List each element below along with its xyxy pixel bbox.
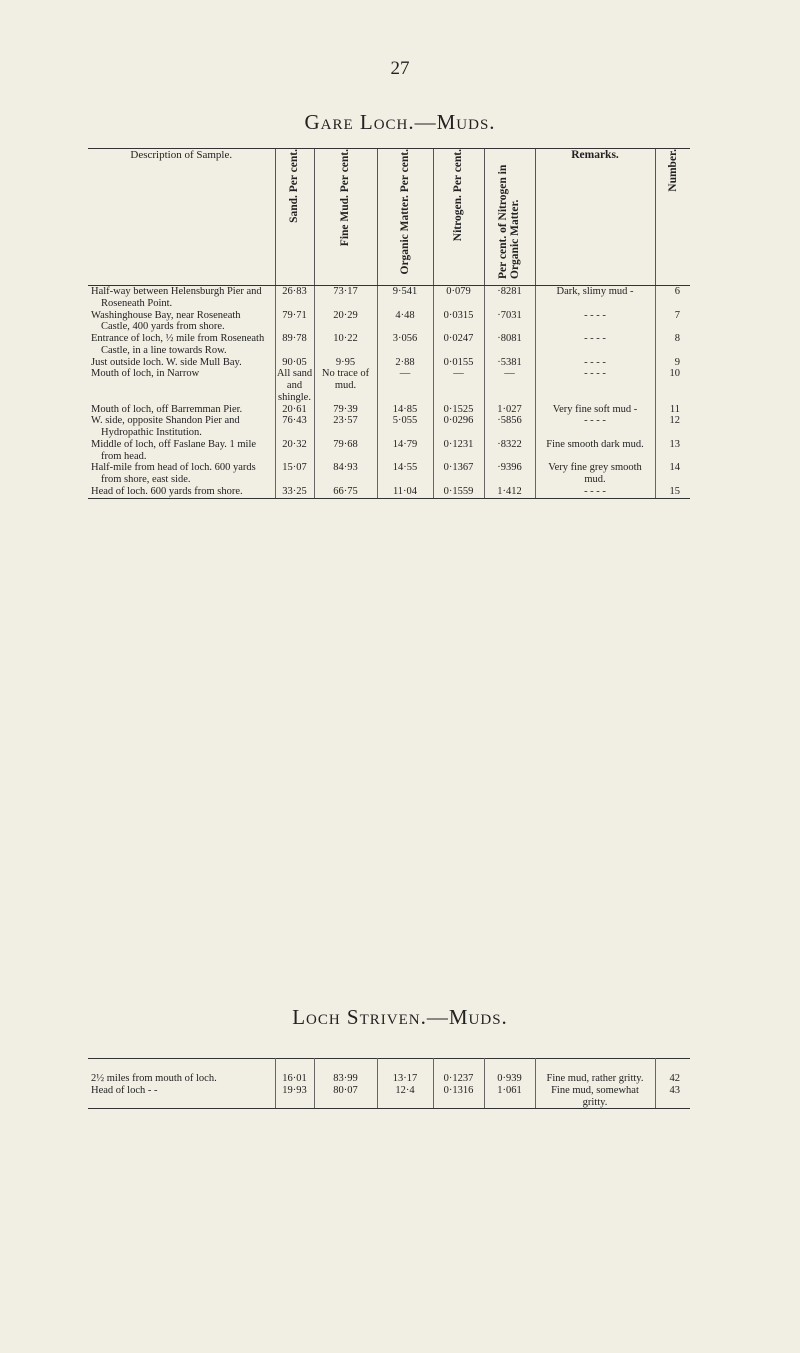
nitrogen-organic-cell: ·8281 — [484, 286, 535, 310]
remarks-cell: - - - - — [535, 310, 655, 334]
nitrogen-cell: 0·1231 — [433, 439, 484, 463]
organic-cell: 11·04 — [377, 486, 433, 498]
number-cell: 7 — [655, 310, 690, 334]
sand-cell: 79·71 — [275, 310, 314, 334]
header-nitrogen-organic: Per cent. of Nitrogen in Organic Matter. — [484, 149, 535, 286]
fine-mud-cell: 79·68 — [314, 439, 377, 463]
sample-description: Half-mile from head of loch. 600 yards from shore, east side. — [91, 462, 256, 485]
organic-cell: 14·55 — [377, 462, 433, 486]
sample-description: Entrance of loch, ½ mile from Roseneath Castle, in a line towards Row. — [91, 333, 265, 356]
fine-mud-cell: 66·75 — [314, 486, 377, 498]
fine-mud-cell: 10·22 — [314, 333, 377, 357]
remarks-cell: - - - - — [535, 333, 655, 357]
number-cell: 6 — [655, 286, 690, 310]
organic-cell: 5·055 — [377, 415, 433, 439]
number-cell: 14 — [655, 462, 690, 486]
nitrogen-cell: 0·1237 — [433, 1059, 484, 1085]
sample-description: Just outside loch. W. side Mull Bay. — [91, 356, 242, 368]
sand-cell: 15·07 — [275, 462, 314, 486]
remarks-cell: - - - - — [535, 486, 655, 498]
sample-description: Half-way between Helensburgh Pier and Roseneath Point. — [91, 286, 262, 309]
header-description: Description of Sample. — [88, 149, 275, 286]
remarks-cell: Fine mud, rather gritty. — [535, 1059, 655, 1085]
organic-cell: 12·4 — [377, 1085, 433, 1109]
sand-cell: 89·78 — [275, 333, 314, 357]
fine-mud-cell: 83·99 — [314, 1059, 377, 1085]
nitrogen-organic-cell: — — [484, 368, 535, 403]
organic-cell: — — [377, 368, 433, 403]
nitrogen-cell: 0·1559 — [433, 486, 484, 498]
organic-cell: 3·056 — [377, 333, 433, 357]
fine-mud-cell: 84·93 — [314, 462, 377, 486]
fine-mud-cell: 79·39 — [314, 404, 377, 416]
remarks-cell: Very fine soft mud - — [535, 404, 655, 416]
nitrogen-organic-cell: ·5856 — [484, 415, 535, 439]
loch-striven-table — [88, 1058, 690, 1109]
remarks-cell: - - - - — [535, 415, 655, 439]
table-row — [88, 310, 690, 334]
sand-cell: 19·93 — [275, 1085, 314, 1109]
number-cell: 10 — [655, 368, 690, 403]
sample-description: Washinghouse Bay, near Roseneath Castle, 400 yards from shore. — [91, 309, 241, 333]
remarks-cell: Dark, slimy mud - — [535, 286, 655, 310]
number-cell: 15 — [655, 486, 690, 498]
header-nitrogen: Nitrogen. Per cent. — [433, 149, 484, 286]
sample-description: W. side, opposite Shandon Pier and Hydropathic Institution. — [91, 415, 240, 438]
sand-cell: 20·32 — [275, 439, 314, 463]
fine-mud-cell: No trace of mud. — [314, 368, 377, 403]
nitrogen-organic-cell: 1·027 — [484, 404, 535, 416]
organic-cell: 9·541 — [377, 286, 433, 310]
nitrogen-organic-cell: ·8322 — [484, 439, 535, 463]
nitrogen-cell: 0·0247 — [433, 333, 484, 357]
table-row — [88, 357, 690, 369]
nitrogen-cell: 0·1525 — [433, 404, 484, 416]
number-cell: 42 — [655, 1059, 690, 1085]
number-cell: 9 — [655, 357, 690, 369]
fine-mud-cell: 20·29 — [314, 310, 377, 334]
sand-cell: 20·61 — [275, 404, 314, 416]
header-number: Number. — [655, 149, 690, 286]
remarks-cell: Very fine grey smooth mud. — [535, 462, 655, 486]
nitrogen-cell: 0·1367 — [433, 462, 484, 486]
table-row — [88, 333, 690, 357]
sample-description: Head of loch. 600 yards from shore. — [88, 486, 275, 498]
remarks-cell: - - - - — [535, 368, 655, 403]
header-organic: Organic Matter. Per cent. — [377, 149, 433, 286]
nitrogen-cell: 0·0315 — [433, 310, 484, 334]
nitrogen-cell: 0·079 — [433, 286, 484, 310]
sand-cell: 16·01 — [275, 1059, 314, 1085]
sample-description: Mouth of loch, off Barremman Pier. — [91, 403, 243, 415]
header-sand: Sand. Per cent. — [275, 149, 314, 286]
nitrogen-cell: 0·1316 — [433, 1085, 484, 1109]
table-row — [88, 1085, 690, 1109]
number-cell: 43 — [655, 1085, 690, 1109]
sample-description: Mouth of loch, in Narrow — [91, 368, 200, 380]
sand-cell: 76·43 — [275, 415, 314, 439]
nitrogen-organic-cell: ·9396 — [484, 462, 535, 486]
table-row — [88, 404, 690, 416]
fine-mud-cell: 80·07 — [314, 1085, 377, 1109]
table-header-row — [88, 149, 690, 286]
fine-mud-cell: 9·95 — [314, 357, 377, 369]
sample-description: 2½ miles from mouth of loch. — [91, 1073, 217, 1084]
remarks-cell: Fine smooth dark mud. — [535, 439, 655, 463]
organic-cell: 13·17 — [377, 1059, 433, 1085]
nitrogen-cell: 0·0155 — [433, 357, 484, 369]
organic-cell: 4·48 — [377, 310, 433, 334]
table-row — [88, 368, 690, 403]
nitrogen-organic-cell: ·7031 — [484, 310, 535, 334]
header-fine-mud: Fine Mud. Per cent. — [314, 149, 377, 286]
number-cell: 8 — [655, 333, 690, 357]
nitrogen-cell: 0·0296 — [433, 415, 484, 439]
fine-mud-cell: 73·17 — [314, 286, 377, 310]
table-row — [88, 486, 690, 498]
number-cell: 13 — [655, 439, 690, 463]
fine-mud-cell: 23·57 — [314, 415, 377, 439]
table-row — [88, 415, 690, 439]
table-row — [88, 439, 690, 463]
table-row — [88, 462, 690, 486]
organic-cell: 14·79 — [377, 439, 433, 463]
sample-description: Head of loch - - — [88, 1085, 275, 1109]
table-row — [88, 1059, 690, 1085]
number-cell: 11 — [655, 404, 690, 416]
table-row — [88, 286, 690, 310]
sand-cell: All sand and shingle. — [276, 368, 313, 403]
nitrogen-organic-cell: ·5381 — [484, 357, 535, 369]
remarks-cell: - - - - — [535, 357, 655, 369]
sand-cell: 90·05 — [275, 357, 314, 369]
gare-loch-title: Gare Loch.—Muds. — [304, 110, 496, 134]
gare-loch-table — [88, 148, 690, 499]
nitrogen-organic-cell: 1·412 — [484, 486, 535, 498]
nitrogen-organic-cell: 1·061 — [484, 1085, 535, 1109]
organic-cell: 2·88 — [377, 357, 433, 369]
sand-cell: 33·25 — [275, 486, 314, 498]
sand-cell: 26·83 — [275, 286, 314, 310]
page-number: 27 — [390, 58, 410, 79]
number-cell: 12 — [655, 415, 690, 439]
loch-striven-title: Loch Striven.—Muds. — [292, 1005, 508, 1029]
header-remarks: Remarks. — [535, 149, 655, 286]
nitrogen-organic-cell: ·8081 — [484, 333, 535, 357]
nitrogen-organic-cell: 0·939 — [484, 1059, 535, 1085]
sample-description: Middle of loch, off Faslane Bay. 1 mile from head. — [91, 438, 257, 462]
organic-cell: 14·85 — [377, 404, 433, 416]
remarks-cell: Fine mud, somewhat gritty. — [535, 1085, 655, 1109]
nitrogen-cell: — — [433, 368, 484, 403]
